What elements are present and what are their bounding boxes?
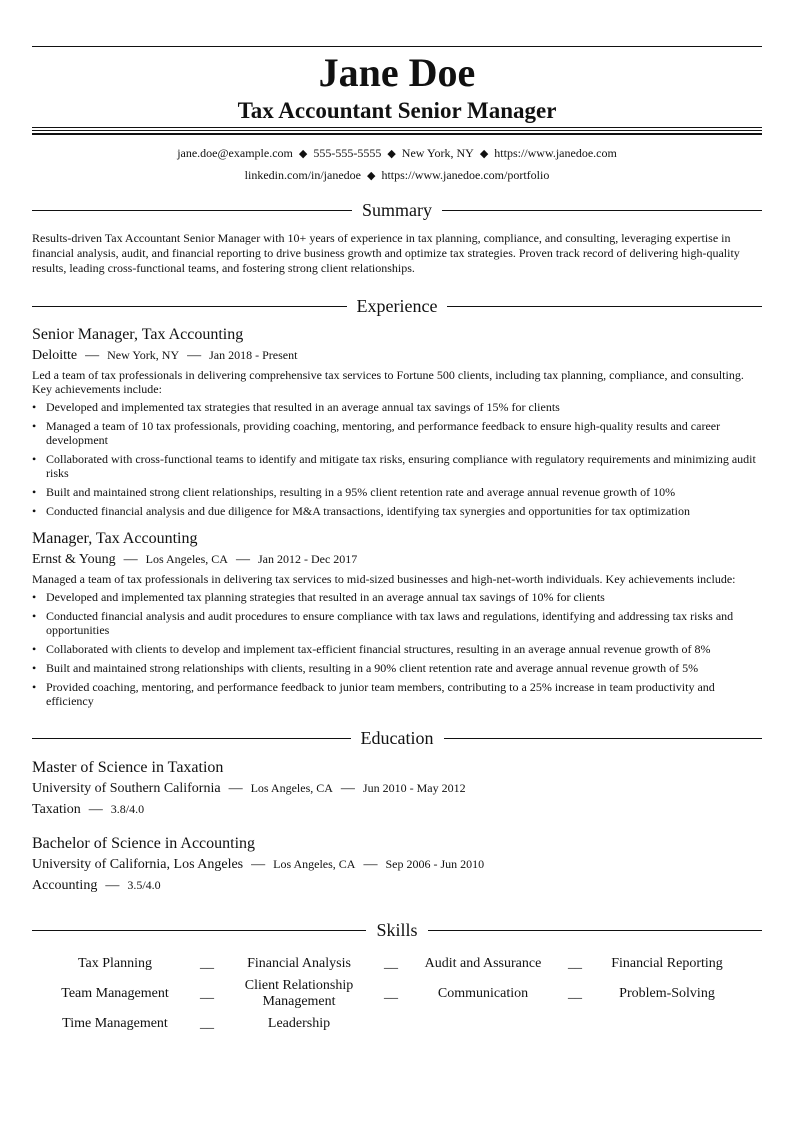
bullet-icon: • xyxy=(32,485,37,499)
skill-item: Time Management xyxy=(62,1016,168,1031)
list-item: • Built and maintained strong client relationships, resulting in a 95% client retention rate and average annual revenue growth of 10% xyxy=(32,485,676,499)
diamond-icon: ◆ xyxy=(366,170,376,182)
degree-title: Bachelor of Science in Accounting xyxy=(32,835,256,852)
diamond-icon: ◆ xyxy=(387,148,396,160)
skill-item: Tax Planning xyxy=(77,956,153,971)
skill-separator: __ xyxy=(384,956,398,971)
school-name: University of California, Los Angeles xyxy=(32,857,244,872)
skill-item: Financial Reporting xyxy=(611,956,723,971)
job-meta xyxy=(32,550,762,569)
list-item: • Collaborated with cross-functional teams to identify and mitigate tax risks, ensuring compliance with regulatory requirements and minimizing audit risks xyxy=(32,452,756,480)
bullet-icon: • xyxy=(32,400,37,414)
top-rule xyxy=(32,46,762,47)
education-entry xyxy=(32,758,762,820)
dash-separator: — xyxy=(105,878,120,893)
dash-separator: — xyxy=(235,552,250,567)
list-item: • Developed and implemented tax strategies that resulted in an average annual tax savings of 15% for clients xyxy=(32,400,560,414)
candidate-title: Tax Accountant Senior Manager xyxy=(237,98,557,123)
education-meta xyxy=(32,854,762,875)
list-item: • Built and maintained strong relationships with clients, resulting in a 90% client retention rate and average annual revenue growth of 5% xyxy=(32,661,699,675)
dash-separator: — xyxy=(187,348,202,363)
job-description: Managed a team of tax professionals in delivering tax services to mid-sized businesses and high-net-worth individuals. Key achievements include: xyxy=(32,572,736,586)
job-achievements xyxy=(32,400,762,518)
section-header-education xyxy=(32,726,762,750)
bullet-icon: • xyxy=(32,452,37,466)
dash-separator: — xyxy=(228,781,243,796)
bullet-icon: • xyxy=(32,590,37,604)
contact-location: New York, NY xyxy=(401,146,474,160)
skill-separator: __ xyxy=(200,1016,214,1031)
dash-separator: — xyxy=(85,348,100,363)
contact-row-2 xyxy=(32,168,762,190)
section-title-experience: Experience xyxy=(356,295,438,316)
contact-row-1 xyxy=(32,146,762,168)
list-item: • Developed and implemented tax planning strategies that resulted in an average annual tax savings of 10% for clients xyxy=(32,590,605,604)
skill-separator: __ xyxy=(200,956,214,971)
skill-separator: __ xyxy=(568,986,582,1001)
dash-separator: — xyxy=(340,781,355,796)
school-name: University of Southern California xyxy=(32,781,221,796)
field-of-study: Taxation xyxy=(32,802,81,817)
summary-text: Results-driven Tax Accountant Senior Manager with 10+ years of experience in tax planning, compliance, and consulting, leveraging expertise in financial analysis, audit, and financial reporting to drive business growth and optimize tax strategies. Proven track record of delivering high-quality results, leading cross-functional teams, and fostering strong client relationships. xyxy=(32,231,740,275)
skills-row xyxy=(32,950,762,978)
contact-email[interactable]: jane.doe@example.com xyxy=(177,146,293,160)
candidate-name: Jane Doe xyxy=(318,50,476,95)
list-item: • Provided coaching, mentoring, and performance feedback to junior team members, contributing to a 25% increase in team productivity and efficiency xyxy=(32,680,715,708)
job-company: Deloitte xyxy=(32,348,78,363)
resume-page xyxy=(32,0,762,1038)
dash-separator: — xyxy=(251,857,266,872)
skill-item: Client Relationship Management xyxy=(244,978,354,1009)
field-of-study: Accounting xyxy=(32,878,98,893)
diamond-icon: ◆ xyxy=(298,148,308,160)
dash-separator: — xyxy=(88,802,103,817)
section-header-summary xyxy=(32,198,762,222)
bullet-icon: • xyxy=(32,661,37,675)
job-title: Senior Manager, Tax Accounting xyxy=(32,326,244,343)
skills-row xyxy=(32,978,762,1010)
skill-item: Team Management xyxy=(61,986,169,1001)
gpa: 3.8/4.0 xyxy=(110,802,145,816)
bullet-icon: • xyxy=(32,419,37,433)
job-dates: Jan 2012 - Dec 2017 xyxy=(257,552,358,566)
bullet-icon: • xyxy=(32,680,37,694)
bullet-icon: • xyxy=(32,609,37,623)
section-header-skills xyxy=(32,918,762,942)
job-location: Los Angeles, CA xyxy=(145,552,228,566)
list-item: • Conducted financial analysis and audit procedures to ensure compliance with tax laws and regulations, identifying and addressing tax risks and opportunities xyxy=(32,609,734,637)
section-title-summary: Summary xyxy=(362,199,432,220)
contact-linkedin[interactable]: linkedin.com/in/janedoe xyxy=(244,168,361,182)
bullet-icon: • xyxy=(32,642,37,656)
job-dates: Jan 2018 - Present xyxy=(209,348,298,362)
school-location: Los Angeles, CA xyxy=(273,857,356,871)
dash-separator: — xyxy=(363,857,378,872)
bullet-icon: • xyxy=(32,504,37,518)
section-header-experience xyxy=(32,294,762,318)
contact-info xyxy=(32,146,762,190)
skill-item: Financial Analysis xyxy=(247,956,351,971)
job-achievements xyxy=(32,590,762,708)
list-item: • Conducted financial analysis and due diligence for M&A transactions, identifying tax synergies and opportunities for tax optimization xyxy=(32,504,690,518)
skill-item: Problem-Solving xyxy=(619,986,715,1001)
contact-website[interactable]: https://www.janedoe.com xyxy=(494,146,617,160)
list-item: • Managed a team of 10 tax professionals, providing coaching, mentoring, and performance feedback to ensure high-quality results and career development xyxy=(32,419,721,447)
gpa: 3.5/4.0 xyxy=(127,878,161,892)
skill-separator: __ xyxy=(568,956,582,971)
skill-item: Communication xyxy=(437,986,529,1001)
education-field xyxy=(32,875,762,896)
header-rule xyxy=(32,127,762,135)
school-location: Los Angeles, CA xyxy=(250,781,333,795)
job-title: Manager, Tax Accounting xyxy=(32,530,198,547)
skills-row xyxy=(32,1010,762,1038)
job-location: New York, NY xyxy=(107,348,180,362)
job-entry xyxy=(32,324,762,518)
education-meta xyxy=(32,778,762,799)
diamond-icon: ◆ xyxy=(479,148,489,160)
education-dates: Jun 2010 - May 2012 xyxy=(362,781,466,795)
skill-item: Audit and Assurance xyxy=(424,956,542,971)
job-company: Ernst & Young xyxy=(32,552,116,567)
contact-phone[interactable]: 555-555-5555 xyxy=(313,146,382,160)
list-item: • Collaborated with clients to develop and implement tax-efficient financial structures, resulting in an average annual revenue growth of 8% xyxy=(32,642,711,656)
job-meta xyxy=(32,346,762,365)
skill-separator: __ xyxy=(384,986,398,1001)
section-title-skills: Skills xyxy=(376,919,418,940)
education-field xyxy=(32,799,762,820)
job-entry xyxy=(32,528,762,708)
education-dates: Sep 2006 - Jun 2010 xyxy=(385,857,485,871)
education-entry xyxy=(32,834,762,896)
degree-title: Master of Science in Taxation xyxy=(32,759,224,776)
dash-separator: — xyxy=(123,552,138,567)
job-description: Led a team of tax professionals in delivering comprehensive tax services to Fortune 500 clients, including tax planning, compliance, and consulting. Key achievements include: xyxy=(32,368,744,396)
skill-separator: __ xyxy=(200,986,214,1001)
contact-portfolio[interactable]: https://www.janedoe.com/portfolio xyxy=(381,168,550,182)
skills-grid xyxy=(32,950,762,1038)
section-title-education: Education xyxy=(360,727,434,748)
skill-item: Leadership xyxy=(267,1016,331,1031)
